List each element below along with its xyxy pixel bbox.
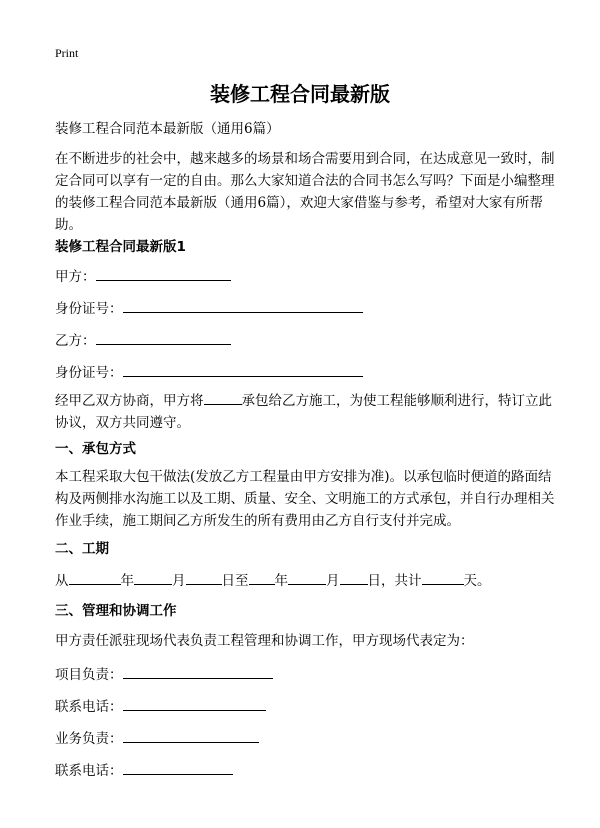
section-3-text: 甲方责任派驻现场代表负责工程管理和协调工作，甲方现场代表定为： bbox=[55, 633, 474, 649]
id-b-label: 身份证号： bbox=[55, 365, 123, 381]
phone-2-row bbox=[55, 760, 233, 781]
section-1-text: 本工程采取大包干做法(发放乙方工程量由甲方安排为准)。以承包临时便道的路面结构及两侧排水沟施工以及工期、质量、安全、文明施工的方式承包，并自行办理相关作业手续，施工期间乙方所发生的所有费用由乙方自行支付并完成。 bbox=[55, 469, 555, 529]
section-2-heading: 二、工期 bbox=[55, 541, 109, 557]
end-month-blank[interactable] bbox=[288, 570, 326, 585]
id-a-label: 身份证号： bbox=[55, 301, 123, 317]
day-total-label: 日，共计 bbox=[367, 573, 422, 589]
from-label: 从 bbox=[55, 573, 69, 589]
start-month-blank[interactable] bbox=[134, 570, 172, 585]
schedule-row bbox=[55, 570, 491, 591]
id-b-row bbox=[55, 362, 363, 383]
total-days-blank[interactable] bbox=[422, 570, 464, 585]
agreement-text-before: 经甲乙双方协商，甲方将 bbox=[55, 393, 204, 409]
business-lead-row bbox=[55, 728, 259, 749]
days-label: 天。 bbox=[463, 573, 491, 589]
id-b-blank[interactable] bbox=[123, 362, 363, 377]
project-lead-blank[interactable] bbox=[123, 664, 273, 679]
start-year-blank[interactable] bbox=[69, 570, 121, 585]
phone-1-label: 联系电话： bbox=[55, 699, 123, 715]
agreement-text-after: 承包给乙方施工，为使工程能够顺利进行，特订立此协议，双方共同遵守。 bbox=[55, 393, 552, 431]
business-lead-blank[interactable] bbox=[123, 728, 259, 743]
print-link[interactable]: Print bbox=[55, 46, 79, 60]
year-label-2: 年 bbox=[274, 573, 288, 589]
year-label: 年 bbox=[120, 573, 134, 589]
day-to-label: 日至 bbox=[221, 573, 249, 589]
business-lead-label: 业务负责： bbox=[55, 731, 123, 747]
section-1-heading: 一、承包方式 bbox=[55, 441, 136, 457]
phone-1-row bbox=[55, 696, 266, 717]
section-heading: 装修工程合同最新版1 bbox=[55, 239, 186, 255]
section-3-heading: 三、管理和协调工作 bbox=[55, 603, 177, 619]
end-year-blank[interactable] bbox=[249, 570, 275, 585]
agreement-paragraph bbox=[55, 390, 555, 434]
project-lead-label: 项目负责： bbox=[55, 667, 123, 683]
id-a-row bbox=[55, 298, 363, 319]
party-b-label: 乙方： bbox=[55, 333, 96, 349]
month-label: 月 bbox=[172, 573, 186, 589]
intro-paragraph: 在不断进步的社会中，越来越多的场景和场合需要用到合同，在达成意见一致时，制定合同可以享有一定的自由。那么大家知道合法的合同书怎么写吗？下面是小编整理的装修工程合同范本最新版（通用6篇），欢迎大家借鉴与参考，希望对大家有所帮助。 bbox=[55, 151, 555, 233]
party-a-row bbox=[55, 266, 231, 287]
phone-2-blank[interactable] bbox=[123, 760, 233, 775]
party-a-label: 甲方： bbox=[55, 269, 96, 285]
project-lead-row bbox=[55, 664, 273, 685]
party-b-row bbox=[55, 330, 231, 351]
month-label-2: 月 bbox=[326, 573, 340, 589]
end-day-blank[interactable] bbox=[340, 570, 368, 585]
page-title: 装修工程合同最新版 bbox=[210, 82, 390, 106]
start-day-blank[interactable] bbox=[186, 570, 222, 585]
phone-2-label: 联系电话： bbox=[55, 763, 123, 779]
project-blank[interactable] bbox=[204, 390, 242, 405]
id-a-blank[interactable] bbox=[123, 298, 363, 313]
party-a-blank[interactable] bbox=[96, 266, 231, 281]
phone-1-blank[interactable] bbox=[123, 696, 266, 711]
party-b-blank[interactable] bbox=[96, 330, 231, 345]
subtitle: 装修工程合同范本最新版（通用6篇） bbox=[55, 121, 280, 137]
